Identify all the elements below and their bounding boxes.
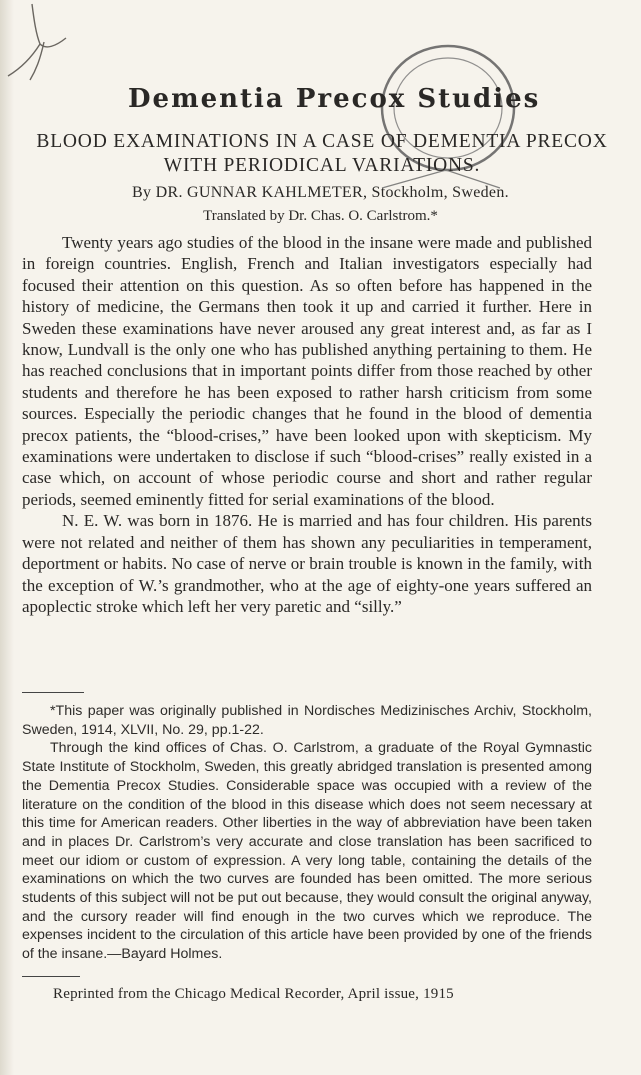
byline: By DR. GUNNAR KAHLMETER, Stockholm, Sweden. [132, 184, 509, 201]
headline-line-2: WITH PERIODICAL VARIATIONS. [163, 155, 481, 176]
footnote-divider [22, 692, 84, 693]
reprint-divider [22, 976, 80, 977]
article-headline [22, 130, 622, 178]
footnote-paragraph: *This paper was originally published in Nordisches Medizinisches Archiv, Stockholm, Sweden, 1914, XLVII, No. 29, pp.1-22. [22, 703, 592, 738]
reprint-note: Reprinted from the Chicago Medical Recorder, April issue, 1915 [53, 986, 454, 1002]
headline-line-1: BLOOD EXAMINATIONS IN A CASE OF DEMENTIA PRECOX [36, 131, 608, 152]
footnote-paragraph: Through the kind offices of Chas. O. Carlstrom, a graduate of the Royal Gymnastic State Institute of Stockholm, Sweden, this greatly abridged translation is presented among the Dementia Precox Studies. Considerable space was occupied with a review of the literature on the condition of the blood in this disease which does not seem necessary at this time for American readers. Other liberties in the way of abbreviation have been taken and in places Dr. Carlstrom’s very accurate and close translation has been sacrificed to meet our idiom or custom of expression. A very long table, containing the details of the examinations on which the two curves are founded has been omitted. The more serious students of this subject will not be put out because, they would consult the original anyway, and the cursory reader will find enough in the two curves which we reproduce. The expenses incident to the circulation of this article have been provided by one of the friends of the insane.—Bayard Holmes. [22, 740, 592, 963]
body-paragraph: N. E. W. was born in 1876. He is married and has four children. His parents were not related and neither of them has shown any peculiarities in temperament, deportment or habits. No case of nerve or brain trouble is known in the family, with the exception of W.’s grandmother, who at the age of eighty-one years suffered an apoplectic stroke which left her very paretic and “silly.” [22, 511, 592, 616]
page-edge-shadow [0, 0, 14, 1075]
footnote [22, 702, 592, 964]
translator-credit: Translated by Dr. Chas. O. Carlstrom.* [203, 208, 438, 224]
pencil-mark-icon [0, 0, 80, 90]
journal-title: Dementia Precox Studies [128, 84, 541, 114]
body-paragraph: Twenty years ago studies of the blood in the insane were made and published in foreign countries. English, French and Italian investigators especially had focused their attention on this question. As so often before has happened in the history of medicine, the Germans then took it up and carried it further. Here in Sweden these examinations have never aroused any great interest and, as far as I know, Lundvall is the only one who has published anything pertaining to them. He has reached conclusions that in important points differ from those reached by other students and therefore he has been exposed to rather harsh criticism from some sources. Especially the periodic changes that he found in the blood of dementia precox patients, the “blood-crises,” have been looked upon with skepticism. My examinations were undertaken to disclose if such “blood-crises” really existed in a case which, on account of whose periodic course and short and rather regular periods, seemed eminently fitted for serial examinations of the blood. [22, 233, 592, 509]
article-body [22, 232, 592, 617]
